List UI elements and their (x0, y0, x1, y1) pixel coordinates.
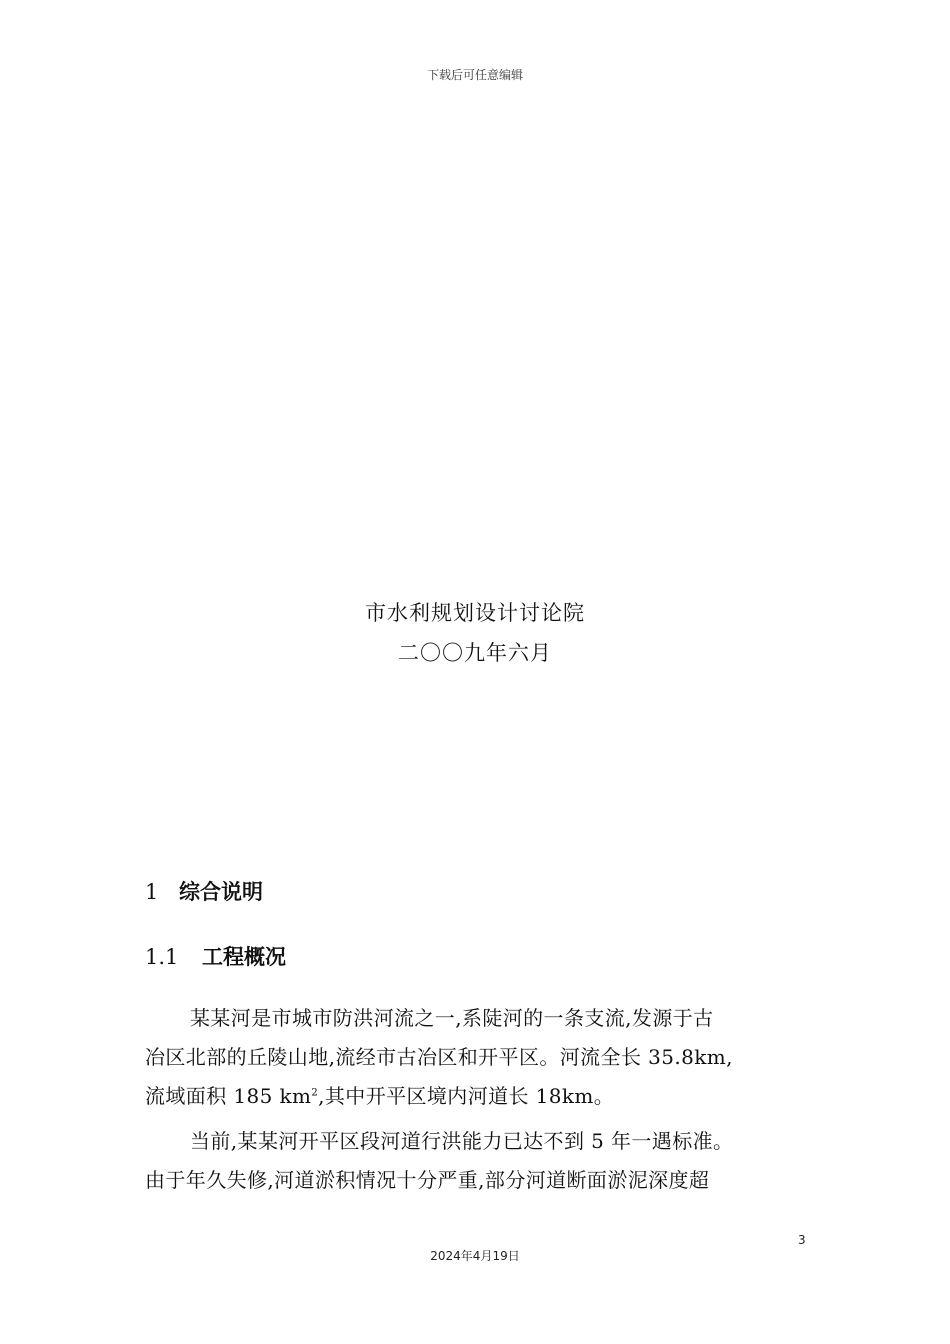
section-heading-1 (145, 876, 263, 906)
paragraph-2-line-1: 当前,某某河开平区段河道行洪能力已达不到 5 年一遇标准。 (190, 1129, 734, 1153)
header-note: 下载后可任意编辑 (426, 68, 523, 82)
line-3-start: 流域面积 185 km (145, 1084, 312, 1108)
paragraph-1-line-3 (145, 1080, 805, 1109)
paragraph-1-line-1: 某某河是市城市防洪河流之一,系陡河的一条支流,发源于古 (190, 1006, 714, 1030)
cover-organization: 市水利规划设计讨论院 (365, 601, 585, 625)
footer-date: 2024年4月19日 (430, 1249, 520, 1263)
section-number: 1 (145, 880, 159, 904)
subsection-title: 工程概况 (202, 945, 286, 969)
cover-date: 二〇〇九年六月 (398, 641, 552, 665)
section-title: 综合说明 (179, 880, 263, 904)
subsection-number: 1.1 (145, 945, 179, 969)
paragraph-1-line-2: 冶区北部的丘陵山地,流经市古冶区和开平区。河流全长 35.8km, (145, 1045, 733, 1069)
superscript-2: 2 (311, 1087, 319, 1099)
section-heading-1-1 (145, 941, 286, 971)
line-3-end: ,其中开平区境内河道长 18km。 (318, 1084, 615, 1108)
page-number: 3 (798, 1233, 806, 1247)
paragraph-2-line-2: 由于年久失修,河道淤积情况十分严重,部分河道断面淤泥深度超 (145, 1168, 710, 1192)
